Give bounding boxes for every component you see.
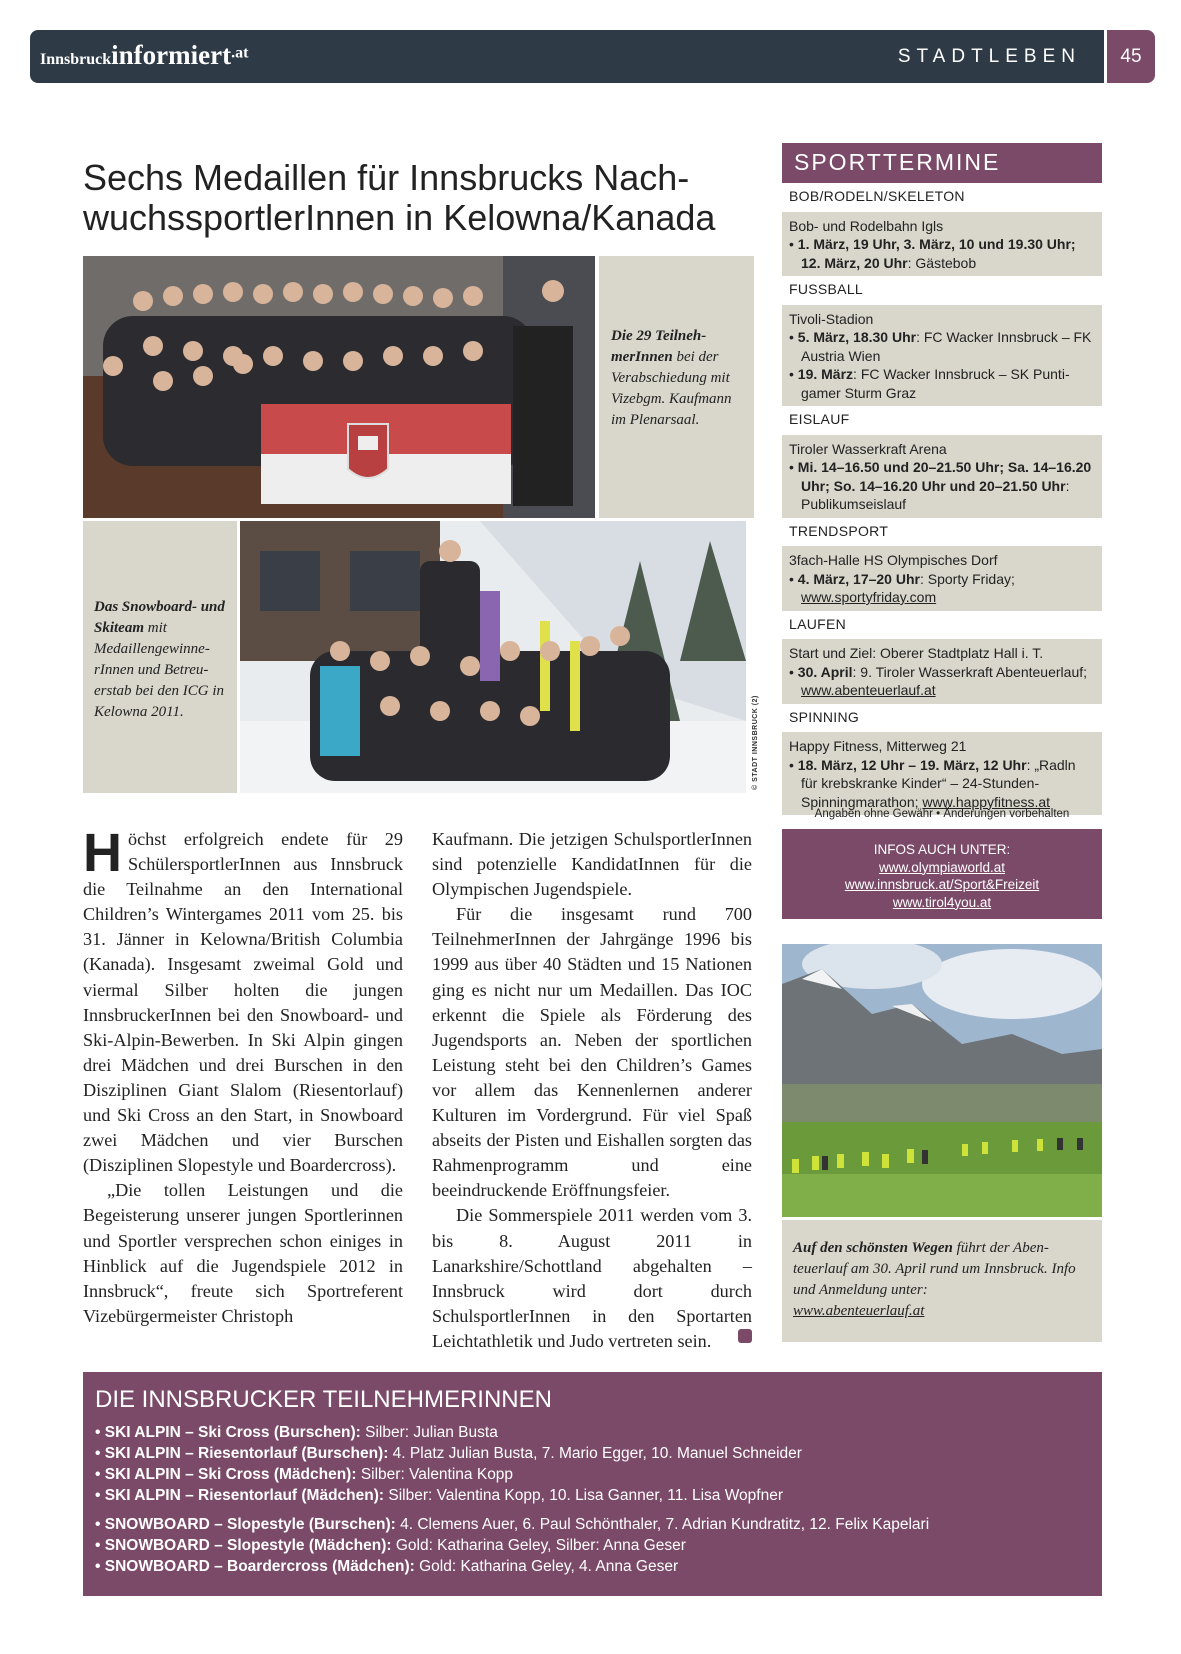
logo-main: informiert bbox=[111, 40, 232, 70]
result-text: Silber: Valentina Kopp bbox=[356, 1466, 514, 1483]
event-text: : Sporty Friday; bbox=[919, 570, 1015, 587]
snow-team-photo bbox=[240, 521, 746, 793]
link-abenteuerlauf[interactable]: www.abenteuerlauf.at bbox=[801, 682, 936, 698]
category-laufen: LAUFEN bbox=[789, 615, 847, 632]
photo3-caption bbox=[782, 1220, 1102, 1342]
article-paragraph-4: Für die insgesamt rund 700 TeilnehmerInnen der Jahrgänge 1996 bis 1999 aus über 40 Städten und 15 Nationen ging es nicht nur um Medaillen. Das IOC erkennt die Spiele als Förderung des Jugendsports an. Neben der sportlichen Leistung steht bei den Children’s Games vor allem das Kennenlernen anderer Kulturen im Vordergrund. Für viel Spaß abseits der Pisten und Eishallen sorgten das Rahmenprogramm und eine beeindruckende Eröffnungsfeier. bbox=[432, 904, 752, 1201]
venue-trendsport: 3fach-Halle HS Olympisches Dorf bbox=[789, 552, 998, 568]
event-eislauf bbox=[782, 435, 1102, 518]
result-item bbox=[95, 1535, 1090, 1556]
event-text: : FC Wacker Innsbruck – FK Austria Wien bbox=[801, 329, 1092, 364]
event-text: : „Radln für krebskranke Kinder“ – 24-Stunden-Spinningmarathon; bbox=[801, 756, 1076, 810]
page-number: 45 bbox=[1107, 30, 1155, 83]
photo-credit: © STADT INNSBRUCK (2) bbox=[752, 695, 759, 790]
paragraph-1-text: öchst erfolgreich endete für 29 SchülersportlerInnen aus Innsbruck die Teilnahme an den International Children’s Wintergames 2011 vom 25. bis 31. Jänner in Kelowna/British Columbia (Kanada). Insgesamt zweimal Gold und viermal Silber holten die jungen InnsbruckerInnen bei den Snowboard- und Ski-Alpin-Bewerben. In Ski Alpin gingen drei Mädchen und drei Burschen in den Disziplinen Giant Slalom (Riesentorlauf) und Ski Cross an den Start, in Snowboard zwei Mädchen und vier Burschen (Disziplinen Slopestyle und Boardercross). bbox=[83, 829, 403, 1176]
event-dates: 30. April bbox=[797, 663, 853, 680]
category-eislauf: EISLAUF bbox=[789, 411, 850, 427]
mountain-run-photo bbox=[782, 944, 1102, 1217]
link-tirol4you[interactable]: www.tirol4you.at bbox=[892, 894, 992, 910]
result-item bbox=[95, 1485, 1090, 1506]
photo2-caption bbox=[83, 521, 237, 793]
link-innsbruck-sport[interactable]: www.innsbruck.at/Sport&Freizeit bbox=[844, 877, 1040, 892]
event-text: : Gästebob bbox=[907, 254, 977, 271]
event-item: • 4. März, 17–20 Uhr: Sporty Friday; www.sportyfriday.com bbox=[789, 570, 1015, 605]
event-dates: 5. März, 18.30 Uhr bbox=[797, 329, 917, 345]
event-item: • 30. April: 9. Tiroler Wasserkraft Abenteuerlauf; www.abenteuerlauf.at bbox=[789, 663, 1088, 698]
event-dates: 18. März, 12 Uhr – 19. März, 12 Uhr bbox=[797, 756, 1027, 773]
photo1-caption-bold: Die 29 TeilnehmerInnen bbox=[611, 328, 707, 365]
link-sportyfriday[interactable]: www.sportyfriday.com bbox=[801, 589, 937, 605]
result-item bbox=[95, 1443, 1090, 1464]
venue-spinning: Happy Fitness, Mitterweg 21 bbox=[789, 738, 967, 754]
category-spinning: SPINNING bbox=[789, 708, 860, 725]
result-label: • SNOWBOARD – Slopestyle (Burschen): bbox=[95, 1516, 396, 1533]
drop-cap: H bbox=[83, 823, 122, 883]
event-item: • Mi. 14–16.50 und 20–21.50 Uhr; Sa. 14–16.20 Uhr; So. 14–16.20 Uhr und 20–21.50 Uhr: Publikumseislauf bbox=[789, 459, 1092, 512]
event-dates: Mi. 14–16.50 und 20–21.50 Uhr; Sa. 14–16.20 Uhr; So. 14–16.20 Uhr und 20–21.50 Uhr bbox=[797, 459, 1092, 494]
result-label: • SKI ALPIN – Ski Cross (Mädchen): bbox=[95, 1466, 357, 1483]
headline-line-1: Sechs Medaillen für Innsbrucks Nach- bbox=[83, 157, 690, 198]
sidebar-title: SPORTTERMINE bbox=[782, 143, 1102, 183]
event-text: : FC Wacker Innsbruck – SK Puntigamer Sturm Graz bbox=[801, 366, 1070, 401]
venue-eislauf: Tiroler Wasserkraft Arena bbox=[789, 440, 947, 457]
result-text: Gold: Katharina Geley, Silber: Anna Geser bbox=[391, 1537, 686, 1554]
event-spinning bbox=[782, 732, 1102, 815]
category-bob: BOB/RODELN/SKELETON bbox=[789, 188, 965, 204]
result-label: • SNOWBOARD – Boardercross (Mädchen): bbox=[95, 1558, 415, 1575]
result-text: 4. Platz Julian Busta, 7. Mario Egger, 10. Manuel Schneider bbox=[388, 1445, 802, 1462]
result-item bbox=[95, 1556, 1090, 1577]
article-headline bbox=[83, 158, 743, 238]
logo-suffix: .at bbox=[231, 44, 249, 62]
venue-bob: Bob- und Rodelbahn Igls bbox=[789, 217, 944, 234]
event-item: • 18. März, 12 Uhr – 19. März, 12 Uhr: „Radln für krebskranke Kinder“ – 24-Stunden-Spinningmarathon; www.happyfitness.at bbox=[789, 756, 1076, 810]
event-dates: 4. März, 17–20 Uhr bbox=[797, 570, 920, 587]
result-text: Gold: Katharina Geley, 4. Anna Geser bbox=[414, 1558, 679, 1575]
article-paragraph-1 bbox=[83, 823, 403, 1178]
photo1-caption bbox=[599, 256, 754, 518]
result-text: 4. Clemens Auer, 6. Paul Schönthaler, 7. Adrian Kundratitz, 12. Felix Kapelari bbox=[395, 1516, 930, 1533]
photo3-caption-bold: Auf den schönsten Wegen bbox=[793, 1240, 953, 1256]
results-box bbox=[83, 1372, 1102, 1596]
event-item: • 19. März: FC Wacker Innsbruck – SK Puntigamer Sturm Graz bbox=[789, 366, 1070, 401]
event-trendsport bbox=[782, 546, 1102, 611]
event-item: • 5. März, 18.30 Uhr: FC Wacker Innsbruck – FK Austria Wien bbox=[789, 329, 1092, 364]
article-end-mark bbox=[738, 1329, 752, 1343]
sport-events-list bbox=[782, 185, 1102, 817]
link-happyfitness[interactable]: www.happyfitness.at bbox=[922, 793, 1051, 810]
link-abenteuerlauf-caption[interactable]: www.abenteuerlauf.at bbox=[793, 1303, 925, 1319]
article-paragraph-2: „Die tollen Leistungen und die Begeisterung unserer jungen Sportlerinnen und Sportler versprechen schon einiges in Hinblick auf die Jugendspiele 2012 in Innsbruck“, freute sich Sportreferent Vizebürgermeister Christoph bbox=[83, 1180, 403, 1326]
photo2-caption-bold: Das Snowboard- und Skiteam bbox=[94, 599, 225, 636]
link-olympiaworld[interactable]: www.olympiaworld.at bbox=[878, 859, 1006, 875]
photo2-caption-text: mit MedaillengewinnerInnen und Betreuerstab bei den ICG in Kelowna 2011. bbox=[94, 620, 224, 720]
result-label: • SKI ALPIN – Riesentorlauf (Burschen): bbox=[95, 1445, 389, 1462]
group-photo-plenarsaal bbox=[83, 256, 595, 518]
category-fussball: FUSSBALL bbox=[789, 281, 863, 297]
results-title: DIE INNSBRUCKER TEILNEHMERINNEN bbox=[95, 1386, 552, 1413]
publication-logo bbox=[40, 40, 248, 71]
article-column-right bbox=[432, 827, 752, 1354]
result-label: • SKI ALPIN – Ski Cross (Burschen): bbox=[95, 1424, 361, 1441]
article-paragraph-3: Kaufmann. Die jetzigen SchulsportlerInnen sind potenzielle KandidatInnen für die Olympischen Jugendspiele. bbox=[432, 829, 752, 900]
event-laufen bbox=[782, 639, 1102, 704]
disclaimer-note: Angaben ohne Gewähr • Änderungen vorbehalten bbox=[814, 808, 1070, 820]
article-paragraph-5: Die Sommerspiele 2011 werden vom 3. bis 8. August 2011 in Lanarkshire/Schottland abgehalten – Innsbruck wird dort durch SchulsportlerInnen in den Sportarten Leichtathletik und Judo vertreten sein. bbox=[432, 1205, 752, 1351]
event-text: : Publikumseislauf bbox=[801, 477, 1070, 512]
info-links-box bbox=[782, 829, 1102, 919]
logo-prefix: Innsbruck bbox=[40, 51, 112, 68]
result-label: • SNOWBOARD – Slopestyle (Mädchen): bbox=[95, 1537, 392, 1554]
category-trendsport: TRENDSPORT bbox=[789, 522, 889, 539]
headline-line-2: wuchssportlerInnen in Kelowna/Kanada bbox=[83, 197, 716, 238]
event-fussball bbox=[782, 305, 1102, 407]
result-item bbox=[95, 1422, 1090, 1443]
photo3-caption-text: führt der Abenteuerlauf am 30. April rund um Innsbruck. Info und Anmeldung unter: bbox=[793, 1240, 1076, 1298]
venue-laufen: Start und Ziel: Oberer Stadtplatz Hall i. T. bbox=[789, 645, 1044, 661]
event-text: : 9. Tiroler Wasserkraft Abenteuerlauf; bbox=[852, 663, 1088, 680]
photo1-caption-text: bei der Verabschiedung mit Vizebgm. Kaufmann im Plenarsaal. bbox=[611, 349, 732, 428]
result-text: Silber: Julian Busta bbox=[360, 1424, 498, 1441]
result-label: • SKI ALPIN – Riesentorlauf (Mädchen): bbox=[95, 1487, 385, 1504]
result-item bbox=[95, 1514, 1090, 1535]
event-dates: 19. März bbox=[797, 366, 854, 382]
info-title: INFOS AUCH UNTER: bbox=[873, 842, 1011, 857]
event-bob bbox=[782, 212, 1102, 277]
event-dates: 1. März, 19 Uhr, 3. März, 10 und 19.30 Uhr; 12. März, 20 Uhr bbox=[797, 236, 1076, 271]
section-title: STADTLEBEN bbox=[897, 46, 1081, 67]
article-column-left bbox=[83, 823, 403, 1329]
venue-fussball: Tivoli-Stadion bbox=[789, 310, 874, 327]
result-item bbox=[95, 1464, 1090, 1485]
event-item: • 1. März, 19 Uhr, 3. März, 10 und 19.30 Uhr; 12. März, 20 Uhr: Gästebob bbox=[789, 236, 1076, 271]
result-text: Silber: Valentina Kopp, 10. Lisa Ganner, 11. Lisa Wopfner bbox=[384, 1487, 784, 1504]
